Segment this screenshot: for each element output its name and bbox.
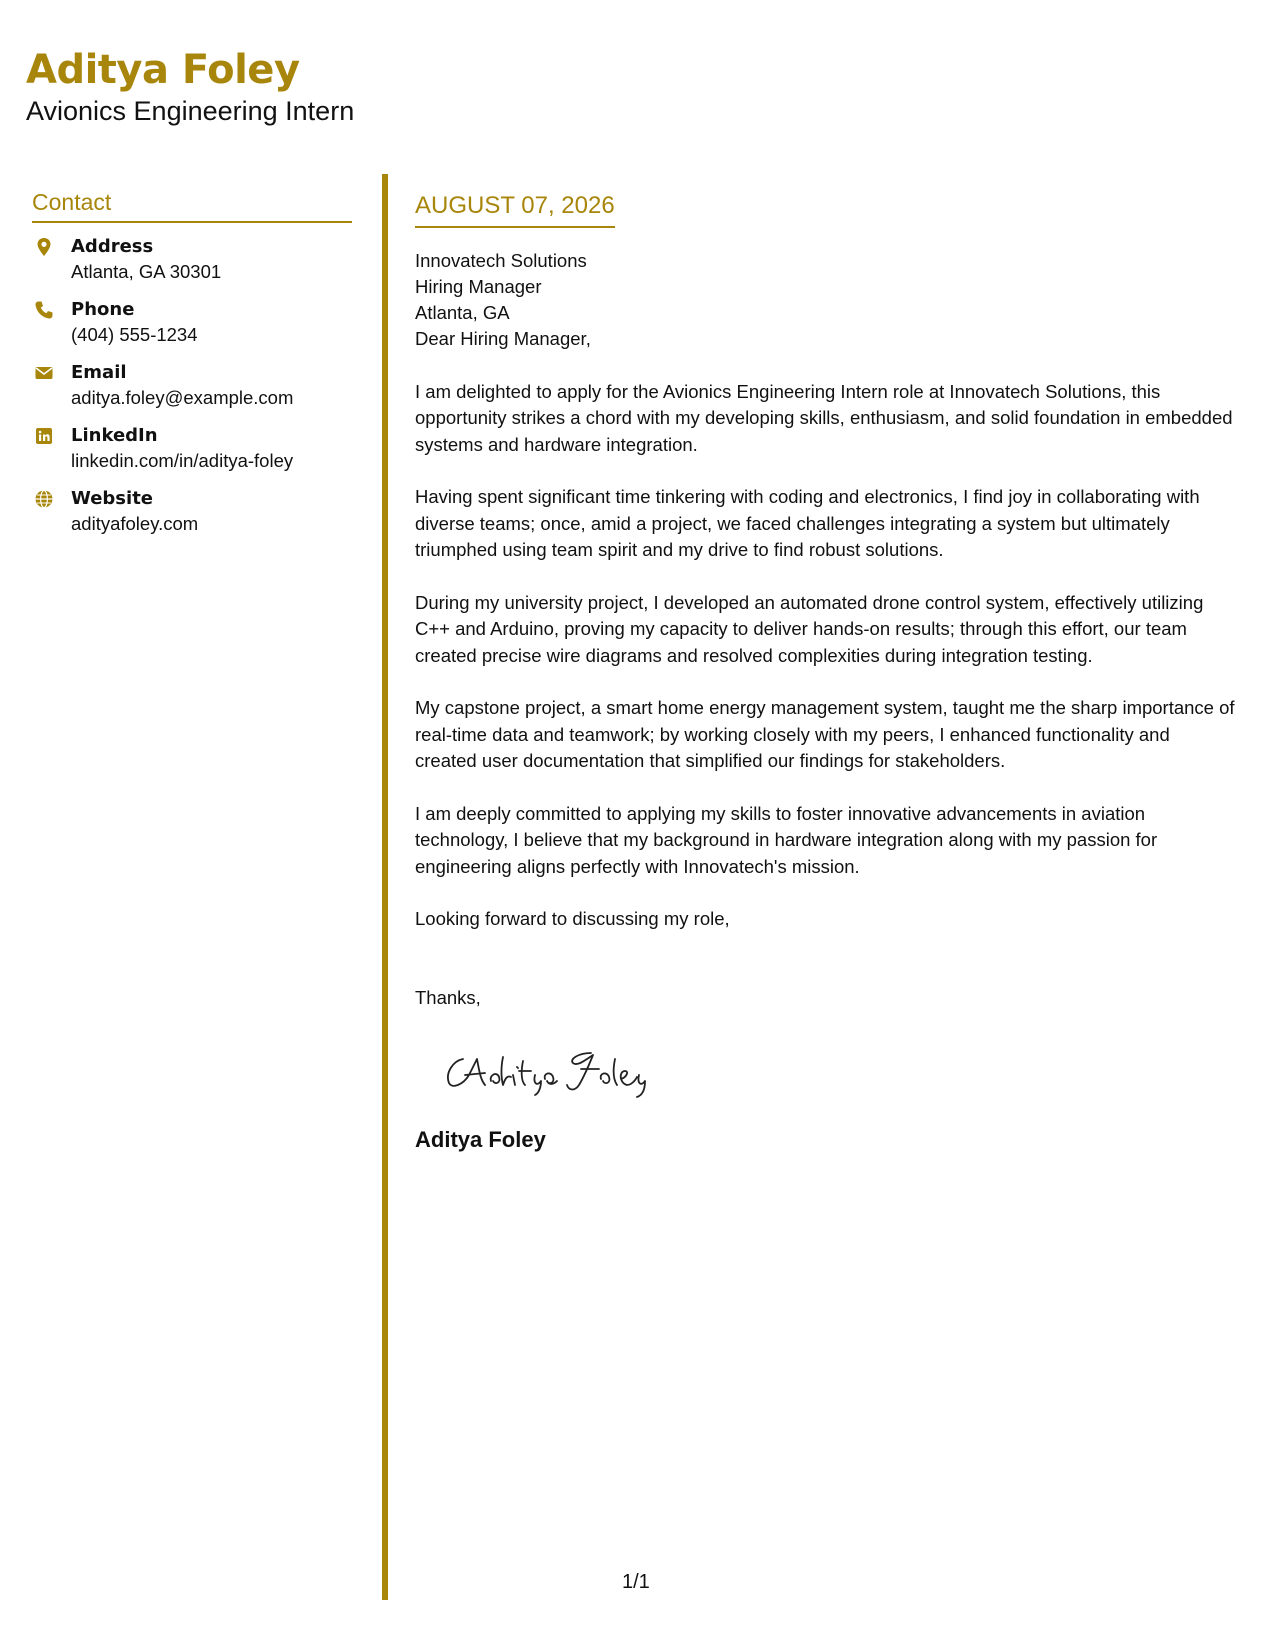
letter-body xyxy=(415,191,1235,1154)
letter-closing-line: Looking forward to discussing my role, xyxy=(415,908,730,929)
contact-item-phone xyxy=(32,298,352,361)
recipient-location: Atlanta, GA xyxy=(415,302,510,323)
map-pin-icon xyxy=(34,237,54,257)
applicant-role: Avionics Engineering Intern xyxy=(26,96,355,126)
applicant-name: Aditya Foley xyxy=(26,47,300,93)
contact-item-address xyxy=(32,235,352,298)
letter-paragraph: Having spent significant time tinkering with coding and electronics, I find joy in collaborating with diverse teams; once, amid a project, we faced challenges integrating a system but ultimately triumphed using team spirit and my drive to find robust solutions. xyxy=(415,486,1200,560)
letter-paragraph: I am delighted to apply for the Avionics Engineering Intern role at Innovatech Solutions, this opportunity strikes a chord with my developing skills, enthusiasm, and solid foundation in embedded systems and hardware integration. xyxy=(415,380,1233,455)
recipient-block xyxy=(415,248,1235,326)
contact-item-website xyxy=(32,487,352,550)
contact-sidebar xyxy=(32,188,352,550)
phone-icon xyxy=(34,300,54,320)
contact-value-linkedin: linkedin.com/in/aditya-foley xyxy=(71,450,294,471)
contact-value-phone: (404) 555-1234 xyxy=(71,324,198,345)
letter-date: AUGUST 07, 2026 xyxy=(415,191,615,228)
contact-label-email: Email xyxy=(71,362,127,383)
contact-value-website: adityafoley.com xyxy=(71,513,199,534)
letter-content xyxy=(415,326,1235,1011)
contact-item-email xyxy=(32,361,352,424)
contact-label-linkedin: LinkedIn xyxy=(71,425,158,446)
recipient-title: Hiring Manager xyxy=(415,276,542,297)
letter-greeting: Dear Hiring Manager, xyxy=(415,328,591,349)
letter-paragraph: My capstone project, a smart home energy management system, taught me the sharp importance of real-time data and teamwork; by working closely with my peers, I enhanced functionality and created user documentation that simplified our findings for stakeholders. xyxy=(415,697,1235,771)
page-number: 1/1 xyxy=(622,1571,650,1593)
globe-icon xyxy=(34,489,54,509)
contact-label-website: Website xyxy=(71,488,154,509)
recipient-company: Innovatech Solutions xyxy=(415,250,587,271)
contact-label-address: Address xyxy=(71,236,154,257)
contact-value-email: aditya.foley@example.com xyxy=(71,387,294,408)
letter-paragraph: I am deeply committed to applying my skills to foster innovative advancements in aviation technology, I believe that my background in hardware integration along with my passion for engineering aligns perfectly with Innovatech's mission. xyxy=(415,802,1158,877)
envelope-icon xyxy=(34,363,54,383)
handwritten-signature xyxy=(441,1039,661,1099)
linkedin-icon xyxy=(34,426,54,446)
contact-heading: Contact xyxy=(32,188,352,223)
contact-list xyxy=(32,235,352,550)
column-divider xyxy=(382,174,388,1600)
signed-name: Aditya Foley xyxy=(415,1127,546,1152)
letter-sign-off: Thanks, xyxy=(415,986,481,1008)
letter-paragraph: During my university project, I developed an automated drone control system, effectively utilizing C++ and Arduino, proving my capacity to deliver hands-on results; through this effort, our team created precise wire diagrams and resolved complexities during integration testing. xyxy=(415,591,1204,666)
header xyxy=(26,46,354,127)
contact-value-address: Atlanta, GA 30301 xyxy=(71,261,222,282)
contact-item-linkedin xyxy=(32,424,352,487)
contact-label-phone: Phone xyxy=(71,299,135,320)
